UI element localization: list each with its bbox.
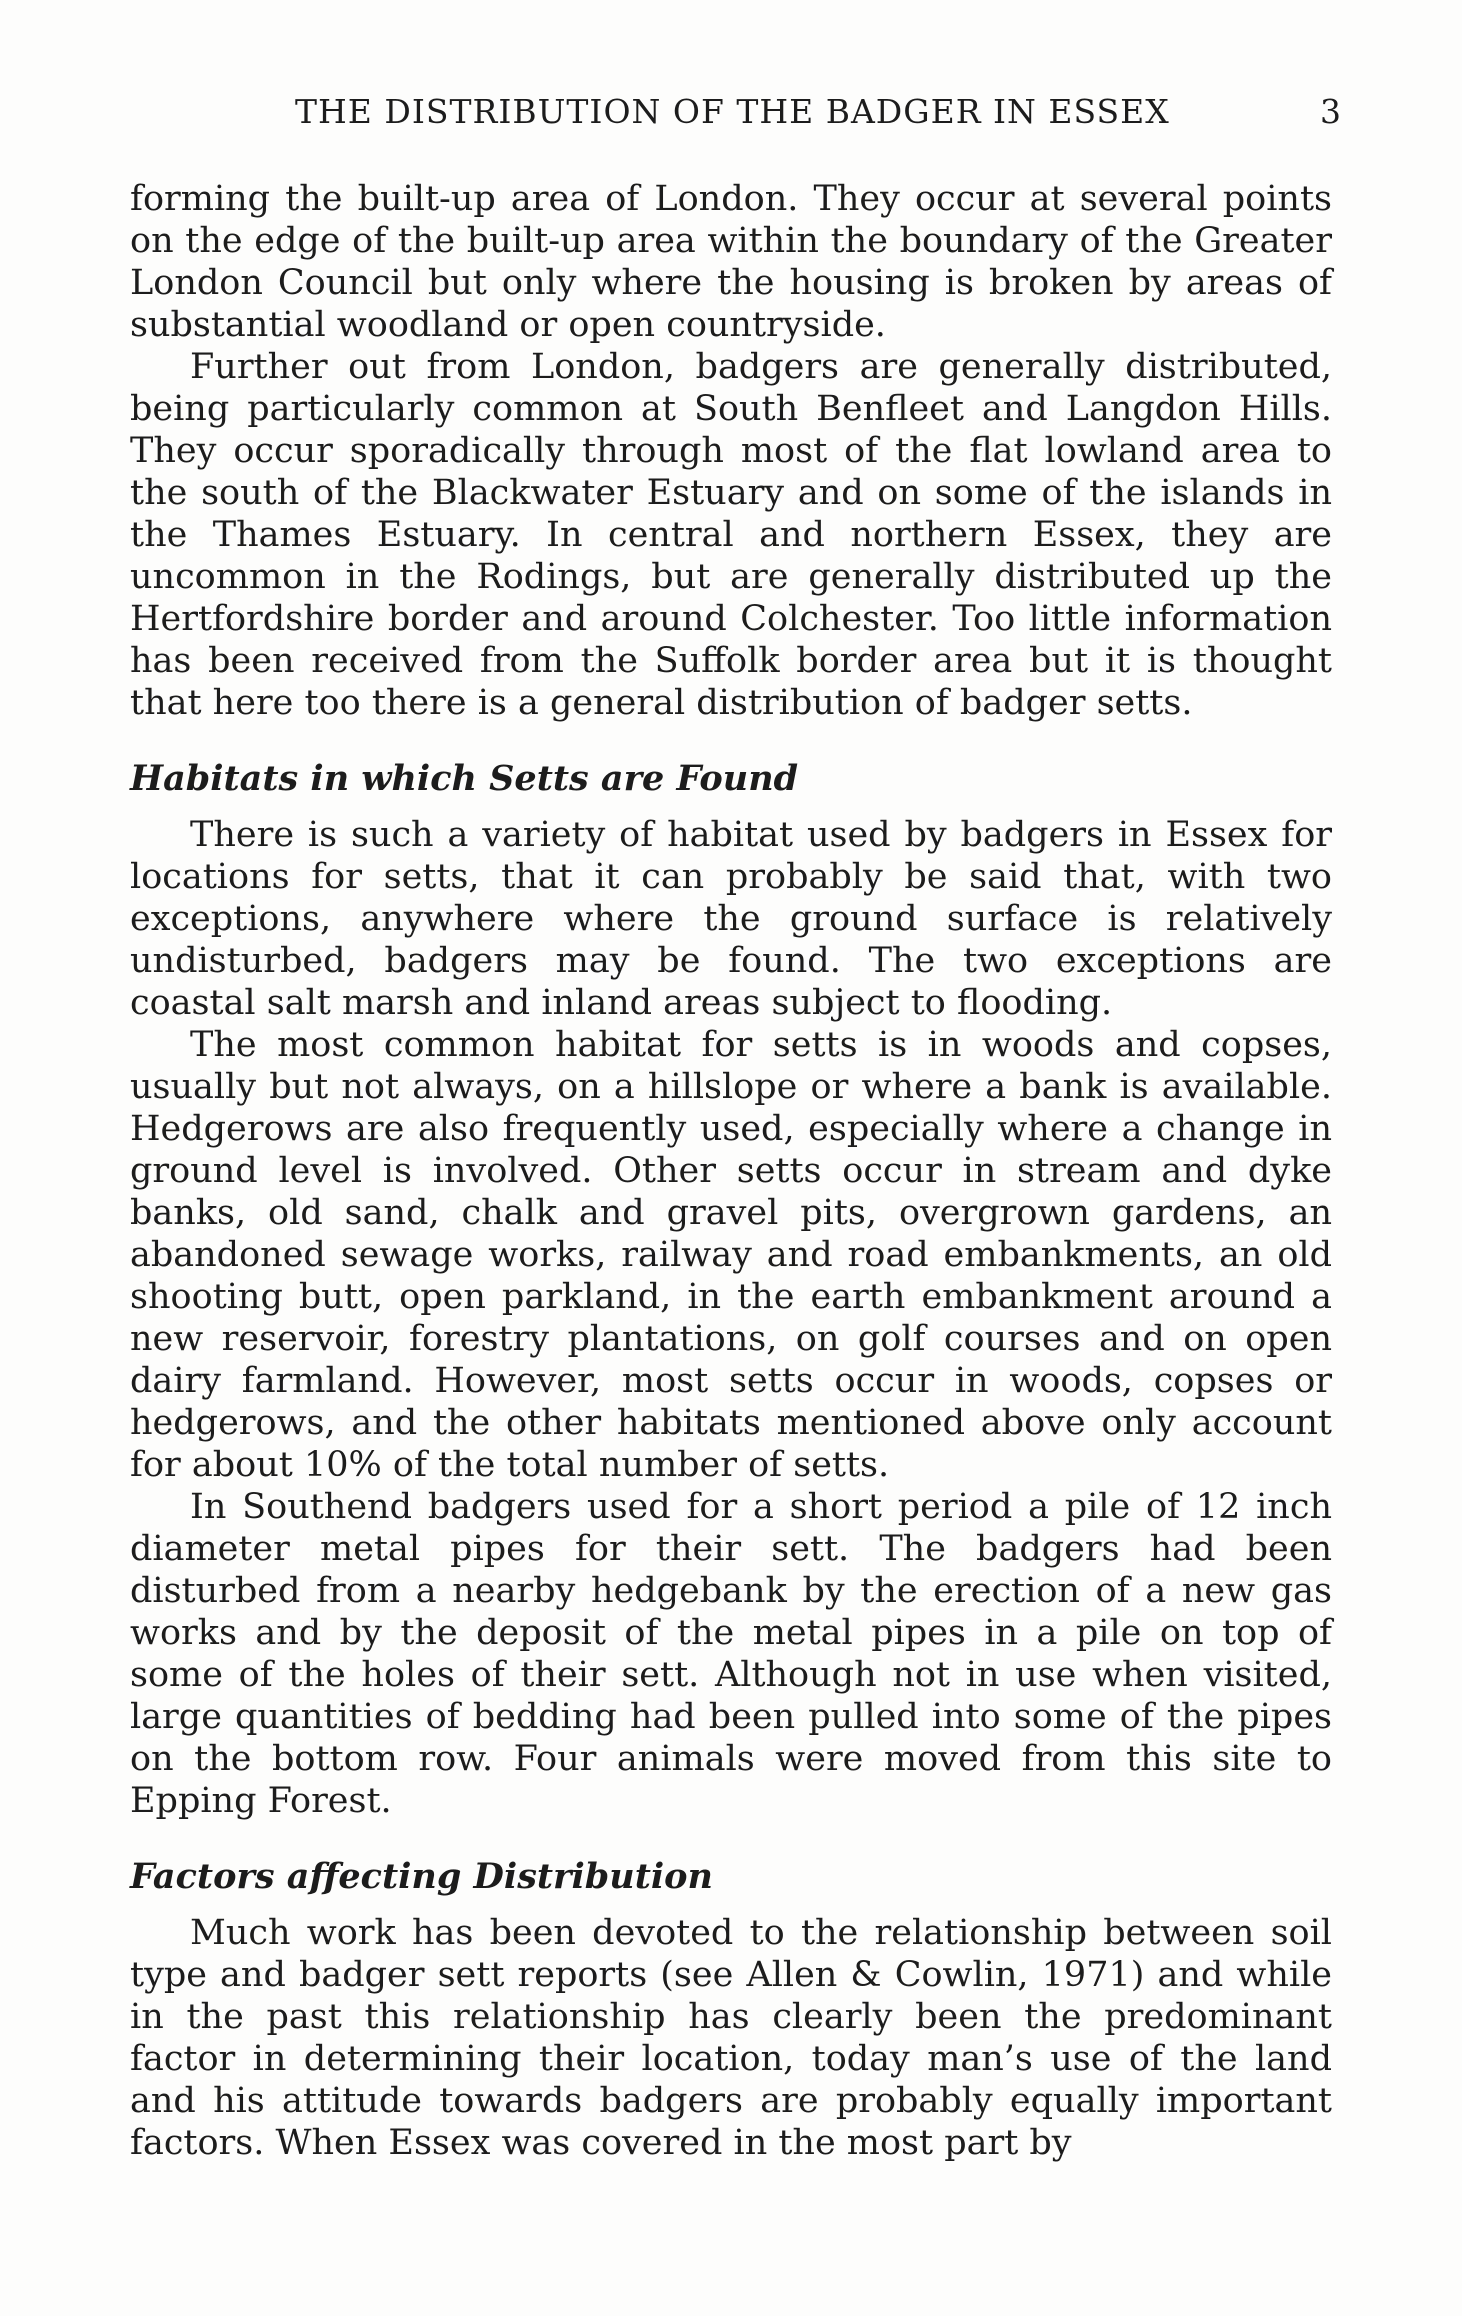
running-head	[130, 92, 1342, 142]
section-heading-habitats: Habitats in which Setts are Found	[130, 758, 799, 799]
page-number: 3	[1320, 92, 1342, 131]
paragraph-southend-pipes: In Southend badgers used for a short period a pile of 12 inch diameter metal pipes for their sett. The badgers had been disturbed from a nearby hedgebank by the erection of a new gas works and by the deposit of the metal pipes in a pile on top of some of the holes of their sett. Although not in use when visited, large quantities of bedding had been pulled into some of the pipes on the bottom row. Four animals were moved from this site to Epping Forest.	[130, 1487, 1332, 1821]
page-body	[130, 178, 1332, 2164]
paragraph-common-habitats: The most common habitat for setts is in woods and copses, usually but not always, on a hillslope or where a bank is available. Hedgerows are also frequently used, especially where a change in ground level is involved. Other setts occur in stream and dyke banks, old sand, chalk and gravel pits, overgrown gardens, an abandoned sewage works, railway and road embankments, an old shooting butt, open parkland, in the earth embankment around a new reservoir, forestry plantations, on golf courses and on open dairy farmland. However, most setts occur in woods, copses or hedgerows, and the other habitats mentioned above only account for about 10% of the total number of setts.	[130, 1025, 1332, 1485]
section-heading-factors: Factors affecting Distribution	[130, 1856, 713, 1897]
paragraph-soil-factors: Much work has been devoted to the relationship between soil type and badger sett reports (see Allen & Cowlin, 1971) and while in the past this relationship has clearly been the predominant factor in determining their location, today man’s use of the land and his attitude towards badgers are probably equally important factors. When Essex was covered in the most part by	[130, 1913, 1332, 2163]
paragraph-habitat-variety: There is such a variety of habitat used by badgers in Essex for locations for setts, that it can probably be said that, with two exceptions, anywhere where the ground surface is relatively undisturbed, badgers may be found. The two exceptions are coastal salt marsh and inland areas subject to flooding.	[130, 815, 1332, 1023]
running-title: THE DISTRIBUTION OF THE BADGER IN ESSEX	[295, 92, 1170, 131]
paragraph-distribution: Further out from London, badgers are generally distributed, being particularly common at South Benfleet and Langdon Hills. They occur sporadically through most of the flat lowland area to the south of the Blackwater Estuary and on some of the islands in the Thames Estuary. In central and northern Essex, they are uncommon in the Rodings, but are generally distributed up the Hertfordshire border and around Colchester. Too little information has been received from the Suffolk border area but it is thought that here too there is a general distribution of badger setts.	[130, 347, 1332, 723]
paragraph-continued: forming the built-up area of London. They occur at several points on the edge of the built-up area within the boundary of the Greater London Council but only where the housing is broken by areas of substantial woodland or open countryside.	[130, 179, 1332, 345]
